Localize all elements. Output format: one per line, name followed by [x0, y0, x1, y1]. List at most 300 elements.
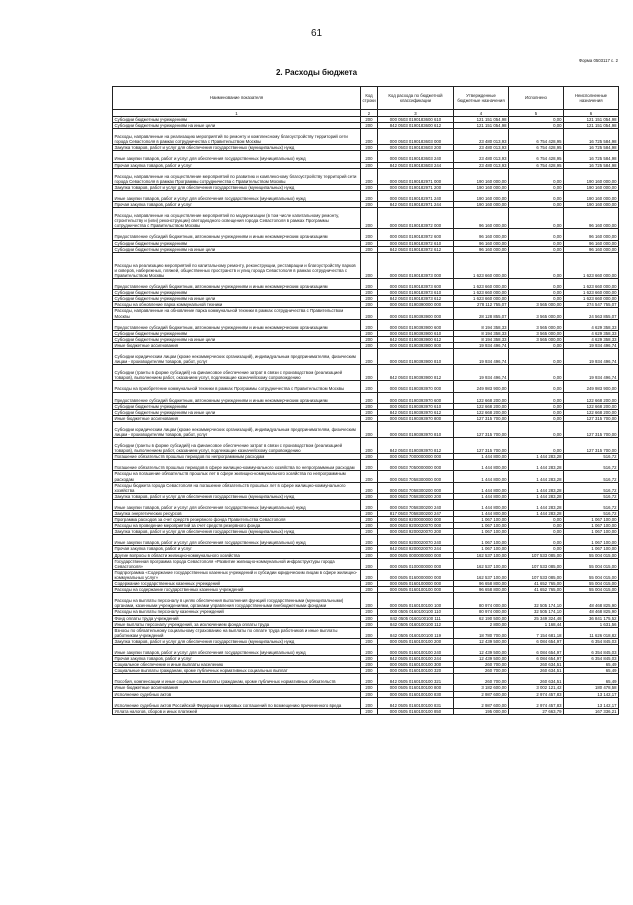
row-classification: 000 0503 0190182971 240 [378, 190, 454, 201]
row-classification: 000 0503 9200020070 240 [378, 535, 454, 546]
row-approved: 1 444 800,00 [454, 471, 509, 482]
row-code: 200 [361, 145, 378, 151]
row-approved: 23 480 013,93 [454, 129, 509, 145]
table-row [113, 308, 619, 319]
row-unexecuted: 122 668 200,00 [564, 403, 619, 409]
row-classification: 842 0505 0160100100 321 [378, 674, 454, 685]
row-unexecuted: 4 629 358,33 [564, 319, 619, 330]
row-executed: 41 652 765,00 [509, 587, 564, 593]
row-classification: 000 0505 0000000000 000 [378, 552, 454, 558]
row-executed: 260 634,51 [509, 668, 564, 674]
row-executed: 1 444 283,28 [509, 482, 564, 493]
row-name: Закупка товаров, работ и услуг для обеспечения государственных (муниципальных) нужд [113, 529, 361, 535]
table-row [113, 535, 619, 546]
row-classification: 000 0503 9200020070 000 [378, 523, 454, 529]
row-unexecuted: 65,49 [564, 662, 619, 668]
row-approved: 1 623 660 000,00 [454, 290, 509, 296]
row-name: Субсидии бюджетным учреждениям на иные цели [113, 123, 361, 129]
row-code: 200 [361, 330, 378, 336]
row-code: 200 [361, 644, 378, 655]
row-classification: 000 0505 0160100100 200 [378, 638, 454, 644]
row-name: Расходы бюджета города Севастополя на погашение обязательств прошлых лет в сфере жилищно-коммунального хозяйства [113, 482, 361, 493]
row-approved: 1 067 100,00 [454, 523, 509, 529]
row-executed: 0,00 [509, 409, 564, 415]
table-row [113, 381, 619, 392]
table-row [113, 662, 619, 668]
row-code: 200 [361, 240, 378, 246]
row-classification: 000 0503 0190393900 610 [378, 330, 454, 336]
row-approved: 28 128 855,07 [454, 308, 509, 319]
table-row [113, 129, 619, 145]
row-unexecuted: 55 004 015,00 [564, 558, 619, 569]
row-classification: 000 0503 0190183972 600 [378, 229, 454, 240]
row-classification: 000 0505 0160100100 100 [378, 593, 454, 609]
row-classification: 000 0503 0190183972 000 [378, 208, 454, 229]
table-row [113, 656, 619, 662]
table-row [113, 162, 619, 168]
row-name: Субсидии бюджетным учреждениям на иные цели [113, 409, 361, 415]
row-code: 200 [361, 190, 378, 201]
row-unexecuted: 122 668 200,00 [564, 409, 619, 415]
row-name: Субсидии бюджетным учреждениям на иные цели [113, 296, 361, 302]
row-classification: 000 0505 0160100100 850 [378, 708, 454, 714]
table-row [113, 552, 619, 558]
row-unexecuted: 96 160 000,00 [564, 240, 619, 246]
row-unexecuted: 516,72 [564, 511, 619, 517]
table-row [113, 438, 619, 454]
row-classification: 000 0503 0190393900 600 [378, 319, 454, 330]
table-row [113, 697, 619, 708]
table-row [113, 627, 619, 638]
row-approved: 1 623 660 000,00 [454, 279, 509, 290]
row-classification: 000 0503 0190393900 810 [378, 349, 454, 365]
row-approved: 2 987 600,00 [454, 697, 509, 708]
row-classification: 000 0505 0160100100 300 [378, 662, 454, 668]
table-row [113, 392, 619, 403]
row-unexecuted: 190 160 000,00 [564, 168, 619, 184]
row-executed: 0,00 [509, 381, 564, 392]
row-approved: 1 067 100,00 [454, 517, 509, 523]
row-executed: 0,00 [509, 392, 564, 403]
row-classification: 842 0505 0160100100 119 [378, 627, 454, 638]
row-classification: 000 0503 0190393970 610 [378, 403, 454, 409]
row-approved: 260 700,00 [454, 668, 509, 674]
row-unexecuted: 6 354 845,03 [564, 638, 619, 644]
row-unexecuted: 516,72 [564, 493, 619, 499]
row-code: 200 [361, 529, 378, 535]
column-index-cell: 6 [564, 110, 619, 117]
row-name: Прочая закупка товаров, работ и услуг [113, 202, 361, 208]
row-executed: 260 634,51 [509, 662, 564, 668]
row-unexecuted: 190 160 000,00 [564, 202, 619, 208]
row-code: 200 [361, 229, 378, 240]
table-row [113, 454, 619, 460]
row-executed: 1 444 283,28 [509, 511, 564, 517]
row-executed: 6 754 428,95 [509, 151, 564, 162]
row-classification: 000 0503 0190393970 810 [378, 421, 454, 437]
table-row [113, 558, 619, 569]
row-classification: 000 0503 0190182971 000 [378, 168, 454, 184]
row-code: 200 [361, 593, 378, 609]
row-executed: 6 754 428,95 [509, 145, 564, 151]
col-header-approved: Утвержденные бюджетные назначения [454, 87, 509, 110]
budget-expenses-table [112, 86, 619, 715]
table-row [113, 638, 619, 644]
row-executed: 0,00 [509, 190, 564, 201]
row-executed: 107 533 085,00 [509, 552, 564, 558]
row-executed: 3 565 000,00 [509, 330, 564, 336]
row-name: Субсидии бюджетным учреждениям [113, 403, 361, 409]
page-number: 61 [310, 28, 323, 39]
row-name: Закупка товаров, работ и услуг для обеспечения государственных (муниципальных) нужд [113, 493, 361, 499]
row-name: Расходы, направленные на реализацию мероприятий по ремонту и комплексному благоустройству территорий сети города Севастополя в рамках сотрудничества с Правительством Москвы [113, 129, 361, 145]
row-classification: 000 0503 9200000000 000 [378, 517, 454, 523]
row-unexecuted: 96 160 000,00 [564, 208, 619, 229]
row-code: 200 [361, 454, 378, 460]
row-executed: 25 349 324,48 [509, 615, 564, 621]
row-approved: 18 780 700,00 [454, 627, 509, 638]
row-approved: 1 444 800,00 [454, 460, 509, 471]
row-executed: 0,00 [509, 240, 564, 246]
row-name: Иные закупки товаров, работ и услуг для обеспечения государственных (муниципальных) нужд [113, 499, 361, 510]
row-unexecuted: 190 160 000,00 [564, 190, 619, 201]
row-approved: 1 623 660 000,00 [454, 296, 509, 302]
row-name: Субсидии бюджетным учреждениям [113, 290, 361, 296]
row-name: Государственная программа города Севастополя «Развитие жилищно-коммунальной инфраструктуры города Севастополя» [113, 558, 361, 569]
table-row [113, 190, 619, 201]
row-unexecuted: 180 478,58 [564, 685, 619, 691]
row-executed: 0,00 [509, 546, 564, 552]
row-approved: 19 934 496,74 [454, 365, 509, 381]
row-approved: 1 623 660 000,00 [454, 252, 509, 278]
row-name: Закупка энергетических ресурсов [113, 511, 361, 517]
row-executed: 107 533 085,00 [509, 558, 564, 569]
row-executed: 6 084 654,97 [509, 656, 564, 662]
row-code: 200 [361, 471, 378, 482]
row-name: Взносы по обязательному социальному страхованию на выплаты по оплате труда работников и иные выплаты работникам учреждений [113, 627, 361, 638]
row-unexecuted: 6 354 845,03 [564, 644, 619, 655]
row-approved: 23 480 013,93 [454, 162, 509, 168]
row-code: 200 [361, 621, 378, 627]
row-executed: 0,00 [509, 252, 564, 278]
row-executed: 0,00 [509, 229, 564, 240]
row-approved: 1 067 100,00 [454, 529, 509, 535]
row-unexecuted: 1 623 660 000,00 [564, 296, 619, 302]
row-code: 200 [361, 558, 378, 569]
row-name: Субсидии бюджетным учреждениям на иные цели [113, 246, 361, 252]
row-classification: 842 0503 0190393900 812 [378, 365, 454, 381]
table-row [113, 482, 619, 493]
row-unexecuted: 4 629 358,33 [564, 330, 619, 336]
row-classification: 000 0503 0190183603 000 [378, 129, 454, 145]
table-row [113, 609, 619, 615]
row-executed: 0,00 [509, 123, 564, 129]
row-code: 200 [361, 208, 378, 229]
row-name: Расходы на приобретение коммунальной техники в рамках Программы сотрудничества с Правительством Москвы [113, 381, 361, 392]
row-classification: 000 0505 0160100100 800 [378, 685, 454, 691]
row-approved: 121 151 054,98 [454, 117, 509, 123]
row-unexecuted: 55 004 015,00 [564, 552, 619, 558]
row-approved: 1 444 800,00 [454, 511, 509, 517]
table-row [113, 493, 619, 499]
row-code: 200 [361, 656, 378, 662]
row-executed: 6 754 428,95 [509, 129, 564, 145]
row-code: 200 [361, 308, 378, 319]
column-index-cell: 1 [113, 110, 361, 117]
row-unexecuted: 16 725 584,98 [564, 151, 619, 162]
row-classification: 000 0503 0190393900 800 [378, 342, 454, 348]
row-classification: 000 0503 7000000000 000 [378, 454, 454, 460]
row-unexecuted: 19 934 496,74 [564, 365, 619, 381]
table-body [113, 117, 619, 715]
row-code: 200 [361, 569, 378, 580]
table-row [113, 168, 619, 184]
row-classification: 842 0503 0190393900 612 [378, 336, 454, 342]
row-code: 200 [361, 609, 378, 615]
row-name: Прочая закупка товаров, работ и услуг [113, 656, 361, 662]
row-approved: 2 987 600,00 [454, 691, 509, 697]
row-name: Исполнение судебных актов Российской Федерации и мировых соглашений по возмещению причиненного вреда [113, 697, 361, 708]
row-name: Расходы на выплаты персоналу в целях обеспечения выполнения функций государственными (муниципальными) органами, казенными учреждениями, органами управления государственными внебюджетными фондами [113, 593, 361, 609]
col-header-executed: Исполнено [509, 87, 564, 110]
row-unexecuted: 48 468 825,90 [564, 609, 619, 615]
row-name: Расходы на реализацию мероприятий по капитальному ремонту, реконструкции, реставрации и благоустройству парков и скверов, набережных, пляжей, общественных пространств и улиц города Севастополя в рамках сотрудничества с Правительством Москвы [113, 252, 361, 278]
column-index-cell: 4 [454, 110, 509, 117]
row-approved: 260 700,00 [454, 662, 509, 668]
row-executed: 1 168,44 [509, 621, 564, 627]
row-executed: 0,00 [509, 246, 564, 252]
row-name: Пособия, компенсации и иные социальные выплаты гражданам, кроме публичных нормативных обязательств [113, 674, 361, 685]
column-index-row [113, 110, 619, 117]
row-name: Иные бюджетные ассигнования [113, 342, 361, 348]
row-classification: 842 0503 0190393970 812 [378, 438, 454, 454]
row-approved: 249 983 900,00 [454, 381, 509, 392]
row-unexecuted: 1 623 660 000,00 [564, 252, 619, 278]
row-unexecuted: 127 315 700,00 [564, 421, 619, 437]
row-approved: 8 194 358,33 [454, 336, 509, 342]
table-row [113, 569, 619, 580]
row-classification: 000 0503 7058300200 240 [378, 499, 454, 510]
row-unexecuted: 48 468 825,90 [564, 593, 619, 609]
row-code: 200 [361, 342, 378, 348]
row-code: 200 [361, 279, 378, 290]
row-name: Расходы на погашение обязательств прошлых лет в сфере жилищно-коммунального хозяйства по непрограммным расходам [113, 471, 361, 482]
row-code: 200 [361, 184, 378, 190]
table-row [113, 229, 619, 240]
table-row [113, 421, 619, 437]
row-executed: 6 754 428,95 [509, 162, 564, 168]
row-code: 200 [361, 336, 378, 342]
row-executed: 0,00 [509, 279, 564, 290]
row-approved: 1 444 800,00 [454, 499, 509, 510]
row-name: Иные бюджетные ассигнования [113, 415, 361, 421]
row-approved: 190 160 000,00 [454, 168, 509, 184]
row-unexecuted: 4 629 358,33 [564, 336, 619, 342]
row-approved: 19 934 496,74 [454, 342, 509, 348]
row-executed: 7 154 681,18 [509, 627, 564, 638]
row-approved: 121 151 054,98 [454, 123, 509, 129]
row-executed: 6 084 654,97 [509, 638, 564, 644]
row-approved: 127 315 700,00 [454, 415, 509, 421]
row-code: 200 [361, 615, 378, 621]
row-code: 200 [361, 552, 378, 558]
row-name: Расходы, направленные на осуществление мероприятий по развитию и комплексному благоустройству территорий сети города Севастополя в рамках Программы сотрудничества с Правительством Москвы [113, 168, 361, 184]
row-approved: 278 112 755,07 [454, 302, 509, 308]
row-executed: 3 002 121,42 [509, 685, 564, 691]
row-unexecuted: 55 004 015,00 [564, 581, 619, 587]
row-approved: 162 537 100,00 [454, 569, 509, 580]
row-classification: 000 0503 0190393970 600 [378, 392, 454, 403]
row-approved: 96 658 800,00 [454, 581, 509, 587]
row-classification: 842 0503 0190183973 612 [378, 296, 454, 302]
row-name: Расходы, направленные на осуществление мероприятий по модернизации (в том числе капитальному ремонту, строительству и (или) реконструкции) светодиодного освещения города Севастополя в рамках Программы сотрудничества с Правительством Москвы [113, 208, 361, 229]
row-code: 200 [361, 460, 378, 471]
row-unexecuted: 19 934 496,74 [564, 349, 619, 365]
row-classification: 000 0503 9200020070 200 [378, 529, 454, 535]
row-unexecuted: 121 151 054,98 [564, 117, 619, 123]
row-classification: 000 0505 0100000000 000 [378, 558, 454, 569]
row-executed: 3 565 000,00 [509, 308, 564, 319]
row-unexecuted: 13 142,17 [564, 697, 619, 708]
row-unexecuted: 24 563 855,07 [564, 308, 619, 319]
row-unexecuted: 16 725 584,98 [564, 162, 619, 168]
row-name: Субсидии юридическим лицам (кроме некоммерческих организаций), индивидуальным предпринимателям, физическим лицам - производителям товаров, работ, услуг [113, 421, 361, 437]
row-unexecuted: 190 160 000,00 [564, 184, 619, 190]
row-executed: 1 444 283,28 [509, 471, 564, 482]
row-executed: 0,00 [509, 184, 564, 190]
row-unexecuted: 6 354 845,03 [564, 656, 619, 662]
row-classification: 842 0503 9200020070 244 [378, 546, 454, 552]
row-name: Закупка товаров, работ и услуг для обеспечения государственных (муниципальных) нужд [113, 184, 361, 190]
row-classification: 842 0505 0160100100 244 [378, 656, 454, 662]
row-name: Иные закупки товаров, работ и услуг для обеспечения государственных (муниципальных) нужд [113, 535, 361, 546]
row-approved: 122 668 200,00 [454, 392, 509, 403]
table-row [113, 644, 619, 655]
table-row [113, 252, 619, 278]
row-code: 200 [361, 151, 378, 162]
row-name: Иные бюджетные ассигнования [113, 685, 361, 691]
row-approved: 96 160 000,00 [454, 240, 509, 246]
row-executed: 0,00 [509, 202, 564, 208]
row-classification: 842 0503 0190182971 244 [378, 202, 454, 208]
row-classification: 000 0503 0190393900 000 [378, 308, 454, 319]
row-executed: 0,00 [509, 421, 564, 437]
row-executed: 3 565 000,00 [509, 319, 564, 330]
row-classification: 842 0505 0160100100 112 [378, 621, 454, 627]
row-classification: 000 0503 0190182971 200 [378, 184, 454, 190]
section-title: 2. Расходы бюджета [275, 68, 358, 77]
row-approved: 62 190 500,00 [454, 615, 509, 621]
table-row [113, 302, 619, 308]
row-code: 200 [361, 697, 378, 708]
row-name: Другие вопросы в области жилищно-коммунального хозяйства [113, 552, 361, 558]
row-executed: 3 565 000,00 [509, 336, 564, 342]
row-code: 200 [361, 499, 378, 510]
row-executed: 0,00 [509, 117, 564, 123]
row-classification: 000 0503 7058300200 000 [378, 482, 454, 493]
row-name: Предоставление субсидий бюджетным, автономным учреждениям и иным некоммерческим организациям [113, 319, 361, 330]
row-name: Уплата налогов, сборов и иных платежей [113, 708, 361, 714]
row-classification: 000 0505 0160100000 000 [378, 581, 454, 587]
row-code: 200 [361, 421, 378, 437]
row-classification: 000 0503 0190390000 000 [378, 302, 454, 308]
row-executed: 1 444 283,28 [509, 454, 564, 460]
row-code: 200 [361, 523, 378, 529]
row-approved: 8 194 358,33 [454, 319, 509, 330]
row-executed: 0,00 [509, 168, 564, 184]
row-name: Содержание государственных казенных учреждений [113, 581, 361, 587]
row-name: Подпрограмма «Содержание государственных казенных учреждений и субсидии юридическим лицам в сфере жилищно-коммунальных услуг» [113, 569, 361, 580]
row-name: Предоставление субсидий бюджетным, автономным учреждениям и иным некоммерческим организациям [113, 279, 361, 290]
row-executed: 1 444 283,28 [509, 460, 564, 471]
row-code: 200 [361, 627, 378, 638]
table-row [113, 151, 619, 162]
row-executed: 0,00 [509, 535, 564, 546]
row-approved: 3 182 600,00 [454, 685, 509, 691]
row-code: 200 [361, 674, 378, 685]
table-row [113, 674, 619, 685]
row-approved: 1 444 800,00 [454, 493, 509, 499]
row-classification: 000 0503 0190183973 600 [378, 279, 454, 290]
row-code: 200 [361, 493, 378, 499]
row-code: 200 [361, 365, 378, 381]
row-executed: 32 505 174,10 [509, 593, 564, 609]
column-index-cell: 2 [361, 110, 378, 117]
form-code: Форма 0503117 с. 2 [578, 58, 618, 63]
row-classification: 000 0503 0190183973 610 [378, 290, 454, 296]
row-unexecuted: 55 004 015,00 [564, 569, 619, 580]
row-classification: 842 0505 0160100100 831 [378, 697, 454, 708]
row-classification: 000 0503 0190183973 000 [378, 252, 454, 278]
table-row [113, 365, 619, 381]
row-approved: 195 000,00 [454, 708, 509, 714]
row-code: 200 [361, 246, 378, 252]
row-code: 200 [361, 482, 378, 493]
row-classification: 000 0503 0190183600 610 [378, 117, 454, 123]
table-row [113, 208, 619, 229]
row-name: Расходы на содержание государственных казенных учреждений [113, 587, 361, 593]
row-executed: 0,00 [509, 296, 564, 302]
row-executed: 0,00 [509, 349, 564, 365]
row-name: Программа расходов за счет средств резервного фонда Правительства Севастополя [113, 517, 361, 523]
row-classification: 000 0505 0160100100 000 [378, 587, 454, 593]
row-executed: 0,00 [509, 438, 564, 454]
row-code: 200 [361, 302, 378, 308]
row-code: 200 [361, 168, 378, 184]
row-classification: 000 0503 0190183603 240 [378, 151, 454, 162]
row-code: 200 [361, 349, 378, 365]
row-classification: 000 0503 7058300200 200 [378, 493, 454, 499]
row-name: Закупка товаров, работ и услуг для обеспечения государственных (муниципальных) нужд [113, 638, 361, 644]
row-unexecuted: 274 547 755,07 [564, 302, 619, 308]
row-classification: 817 0503 7058300200 247 [378, 511, 454, 517]
row-classification: 842 0503 0190183603 244 [378, 162, 454, 168]
table-row [113, 460, 619, 471]
row-name: Расходы, направленные на обновление парка коммунальной техники в рамках сотрудничества с Правительством Москвы [113, 308, 361, 319]
row-classification: 000 0503 0190393970 000 [378, 381, 454, 392]
column-index-cell: 3 [378, 110, 454, 117]
row-name: Закупка товаров, работ и услуг для обеспечения государственных (муниципальных) нужд [113, 145, 361, 151]
row-code: 200 [361, 662, 378, 668]
table-row [113, 587, 619, 593]
table-row [113, 581, 619, 587]
row-approved: 80 974 000,00 [454, 593, 509, 609]
row-code: 200 [361, 129, 378, 145]
row-name: Субсидии (гранты в форме субсидий) на финансовое обеспечение затрат в связи с производством (реализацией товаров), выполнением работ, оказанием услуг, подлежащие казначейскому сопровождению [113, 438, 361, 454]
row-executed: 27 663,79 [509, 708, 564, 714]
row-unexecuted: 13 142,17 [564, 691, 619, 697]
row-unexecuted: 16 725 584,98 [564, 145, 619, 151]
